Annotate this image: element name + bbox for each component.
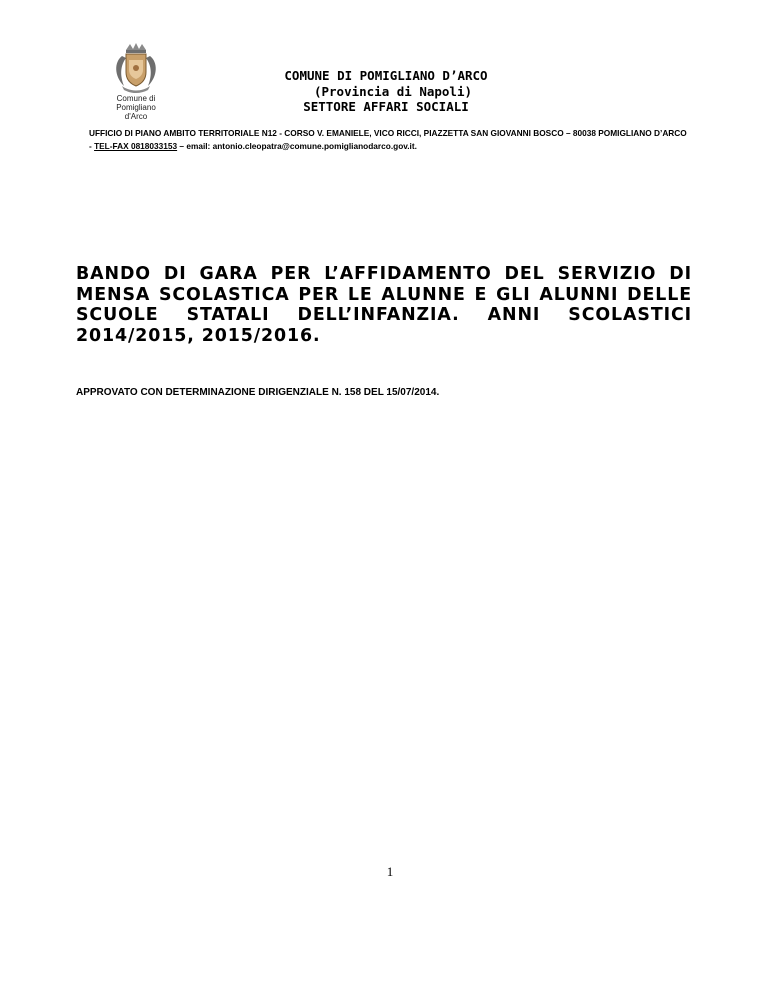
document-title (76, 264, 692, 346)
office-address-line1: UFFICIO DI PIANO AMBITO TERRITORIALE N12 - CORSO V. EMANIELE, VICO RICCI, PIAZZETTA SAN GIOVANNI BOSCO – 80038 POMIGLIANO D’ARCO (89, 128, 687, 138)
department-name: SETTORE AFFARI SOCIALI (303, 99, 469, 114)
office-address-line2 (89, 140, 749, 153)
logo-caption-line1: Comune di (116, 94, 156, 103)
logo-caption-line2: Pomigliano d'Arco (116, 103, 156, 121)
letterhead (0, 68, 768, 115)
office-address (89, 127, 749, 153)
province-name: (Provincia di Napoli) (313, 83, 473, 99)
document-title-line3: SCUOLE STATALI DELL’INFANZIA. ANNI SCOLASTICI (76, 305, 692, 325)
email-text: – email: antonio.cleopatra@comune.pomiglianodarco.gov.it. (177, 141, 417, 151)
phone-fax-link[interactable]: TEL-FAX 0818033153 (94, 141, 178, 151)
page-number: 1 (386, 864, 394, 879)
approval-note: APPROVATO CON DETERMINAZIONE DIRIGENZIALE N. 158 DEL 15/07/2014. (76, 387, 440, 398)
document-title-line4: 2014/2015, 2015/2016. (76, 325, 321, 346)
document-title-line1: BANDO DI GARA PER L’AFFIDAMENTO DEL SERVIZIO DI (76, 264, 692, 284)
document-title-line2: MENSA SCOLASTICA PER LE ALUNNE E GLI ALUNNI DELLE (76, 284, 692, 305)
office-address-prefix: - (89, 141, 95, 151)
municipality-name: COMUNE DI POMIGLIANO D’ARCO (284, 68, 488, 83)
